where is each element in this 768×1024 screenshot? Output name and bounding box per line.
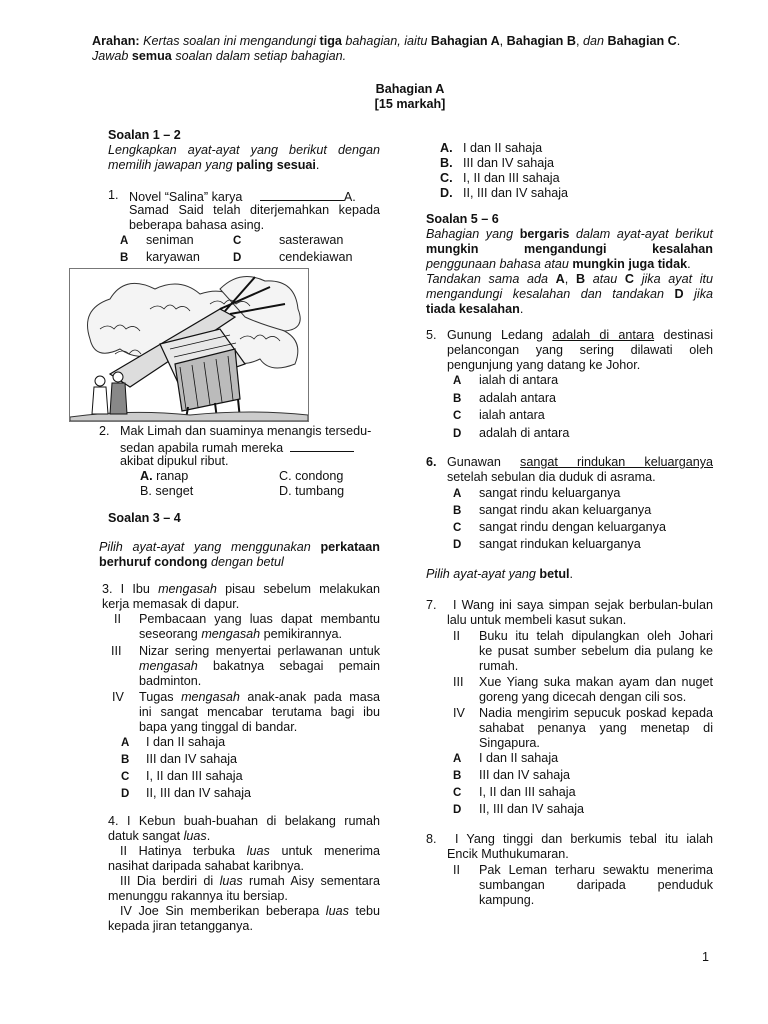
question-2-line-3: akibat dipukul ribut. <box>120 454 229 468</box>
roman-iii: III <box>111 644 122 658</box>
option-a[interactable]: A ialah di antara <box>453 373 559 387</box>
question-6-options <box>453 486 666 554</box>
pilih-instruction: Pilih ayat-ayat yang betul. <box>426 567 574 581</box>
question-1-line-2: Samad Said telah diterjemahkan kepada <box>129 203 380 217</box>
option-a-text: seniman <box>146 233 194 247</box>
roman-iii: III <box>453 675 464 689</box>
option-a[interactable]: A I dan II sahaja <box>453 751 559 765</box>
question-number: 5. <box>426 328 437 342</box>
option-d[interactable]: D II, III dan IV sahaja <box>453 802 585 816</box>
roman-iv: IV <box>453 706 465 720</box>
question-8: I Yang tinggi dan berkumis tebal itu ialah <box>455 832 713 846</box>
question-2-line-2: sedan apabila rumah mereka <box>120 439 381 456</box>
option-a[interactable]: A I dan II sahaja <box>121 735 226 749</box>
question-8-line-2: Encik Muthukumaran. <box>447 847 569 861</box>
question-7: I Wang ini saya simpan sejak berbulan-bulan <box>453 598 713 612</box>
option-b[interactable]: B III dan IV sahaja <box>121 752 238 766</box>
instructions-line-1: Arahan: Kertas soalan ini mengandungi tiga bahagian, iaitu Bahagian A, Bahagian B, dan Bahagian C. <box>92 34 681 48</box>
instructions-line-2: Jawab semua soalan dalam setiap bahagian. <box>92 49 347 63</box>
option-a[interactable]: A sangat rindu keluarganya <box>453 486 621 500</box>
question-7-iv: Nadia mengirim sepucuk poskad kepada sahabat penanya yang menetap di Singapura. <box>479 706 713 750</box>
question-4-options <box>440 141 569 201</box>
question-7-ii: Buku itu telah dipulangkan oleh Johari ke pusat sumber sebelum dia pulang ke rumah. <box>479 629 713 673</box>
option-d[interactable]: D. tumbang <box>279 484 345 498</box>
option-c[interactable]: C sangat rindu dengan keluarganya <box>453 520 666 534</box>
section-title: Bahagian A <box>375 82 445 96</box>
option-c[interactable]: C ialah antara <box>453 408 545 422</box>
roman-ii: II <box>453 629 460 643</box>
answer-blank <box>290 439 354 452</box>
option-b[interactable]: B <box>120 252 129 264</box>
question-1-line-3: beberapa bahasa asing. <box>129 218 265 232</box>
question-5-options <box>453 373 570 443</box>
question-4: 4. I Kebun buah-buahan di belakang rumah datuk sangat luas. II Hatinya terbuka luas untuk menerima nasihat daripada sahabat karibnya. III Dia berdiri di luas rumah Aisy sementara menunggu rakannya itu bersiap. IV Joe Sin memberikan beberapa luas tebu kepada jiran tetangganya. <box>108 814 381 933</box>
option-b[interactable]: B. senget <box>140 484 194 498</box>
section-heading <box>310 82 510 112</box>
option-d[interactable]: D. II, III dan IV sahaja <box>440 186 569 200</box>
option-a[interactable]: A. I dan II sahaja <box>440 141 543 155</box>
soalan-1-2-instruction-2: memilih jawapan yang paling sesuai. <box>108 158 320 172</box>
option-d[interactable]: D adalah di antara <box>453 425 570 440</box>
roman-iv: IV <box>112 690 124 704</box>
option-c[interactable]: C. I, II dan III sahaja <box>440 171 560 185</box>
question-number: 8. <box>426 832 437 846</box>
soalan-1-2-block <box>108 128 380 173</box>
option-b[interactable]: B. III dan IV sahaja <box>440 156 555 170</box>
option-d-text: cendekiawan <box>279 250 353 264</box>
soalan-3-4-heading: Soalan 3 – 4 <box>108 511 181 525</box>
option-c-text: sasterawan <box>279 233 344 247</box>
option-c[interactable]: C I, II dan III sahaja <box>121 769 243 783</box>
option-c[interactable]: C I, II dan III sahaja <box>453 785 576 799</box>
page-number: 1 <box>702 950 710 964</box>
soalan-1-2-heading: Soalan 1 – 2 <box>108 128 181 142</box>
option-b-text: karyawan <box>146 250 200 264</box>
question-3-iii: Nizar sering menyertai perlawanan untuk mengasah bakatnya sebagai pemain badminton. <box>139 644 380 688</box>
question-3-line-1: 3. I Ibu mengasah pisau sebelum melakukan <box>102 582 381 596</box>
roman-ii: II <box>114 612 121 626</box>
option-a[interactable]: A. ranap <box>140 469 189 483</box>
soalan-1-2-instruction: Lengkapkan ayat-ayat yang berikut dengan <box>108 143 380 157</box>
illustration-collapsed-house <box>69 268 309 422</box>
option-b[interactable]: B III dan IV sahaja <box>453 768 571 782</box>
question-7-iii: Xue Yiang suka makan ayam dan nuget goreng yang dicecah dengan cili sos. <box>479 675 713 704</box>
question-3-ii: Pembacaan yang luas dapat membantu seseorang mengasah pemikirannya. <box>139 612 380 641</box>
soalan-5-6-heading: Soalan 5 – 6 <box>426 212 499 226</box>
question-number: 1. <box>108 188 119 202</box>
option-c[interactable]: C. condong <box>279 469 344 483</box>
option-d[interactable]: D sangat rindukan keluarganya <box>453 537 641 551</box>
question-3-line-2: kerja memasak di dapur. <box>102 597 240 611</box>
question-3 <box>102 582 380 612</box>
question-number: 6. <box>426 455 437 469</box>
question-5: Gunung Ledang adalah di antara destinasi pelancongan yang sering dilawati oleh pengunjung yang datang ke Johor. <box>447 328 714 372</box>
question-6: Gunawan sangat rindukan keluarganya setelah sebulan dia duduk di asrama. <box>447 455 714 484</box>
option-b[interactable]: B sangat rindu akan keluarganya <box>453 503 652 517</box>
option-d[interactable]: D <box>233 252 242 264</box>
question-3-options <box>121 735 252 803</box>
option-c[interactable]: C <box>233 235 242 247</box>
question-3-iv: Tugas mengasah anak-anak pada masa ini sangat mencabar terutama bagi ibu bapa yang tinggal di bandar. <box>139 690 381 734</box>
question-2-line-1: Mak Limah dan suaminya menangis tersedu- <box>120 424 372 438</box>
soalan-5-6-block: Soalan 5 – 6 Bahagian yang bergaris dalam ayat-ayat berikut mungkin mengandungi kesalahan penggunaan bahasa atau mungkin juga tidak. Tandakan sama ada A, B atau C jika ayat itu mengandungi kesalahan dan tandakan D jika tiada kesalahan. <box>426 212 714 316</box>
question-1-line-1: Novel “Salina” karya A. <box>129 190 356 204</box>
question-number: 2. <box>99 424 110 438</box>
option-b[interactable]: B adalah antara <box>453 390 557 405</box>
option-d[interactable]: D II, III dan IV sahaja <box>121 786 252 800</box>
section-marks: [15 markah] <box>374 97 446 111</box>
question-8-ii: Pak Leman terharu sewaktu menerima sumbangan daripada penduduk kampung. <box>479 863 713 907</box>
answer-blank <box>260 188 344 201</box>
soalan-3-4-instruction: Pilih ayat-ayat yang menggunakan perkataan berhuruf condong dengan betul <box>99 540 380 569</box>
question-7-line-2: lalu untuk membeli kasut sukan. <box>447 613 627 627</box>
option-a[interactable]: A <box>120 235 129 247</box>
roman-ii: II <box>453 863 460 877</box>
instructions <box>92 34 714 64</box>
question-7-options <box>453 751 585 819</box>
question-number: 7. <box>426 598 437 612</box>
collapsed-house-icon <box>70 269 308 421</box>
